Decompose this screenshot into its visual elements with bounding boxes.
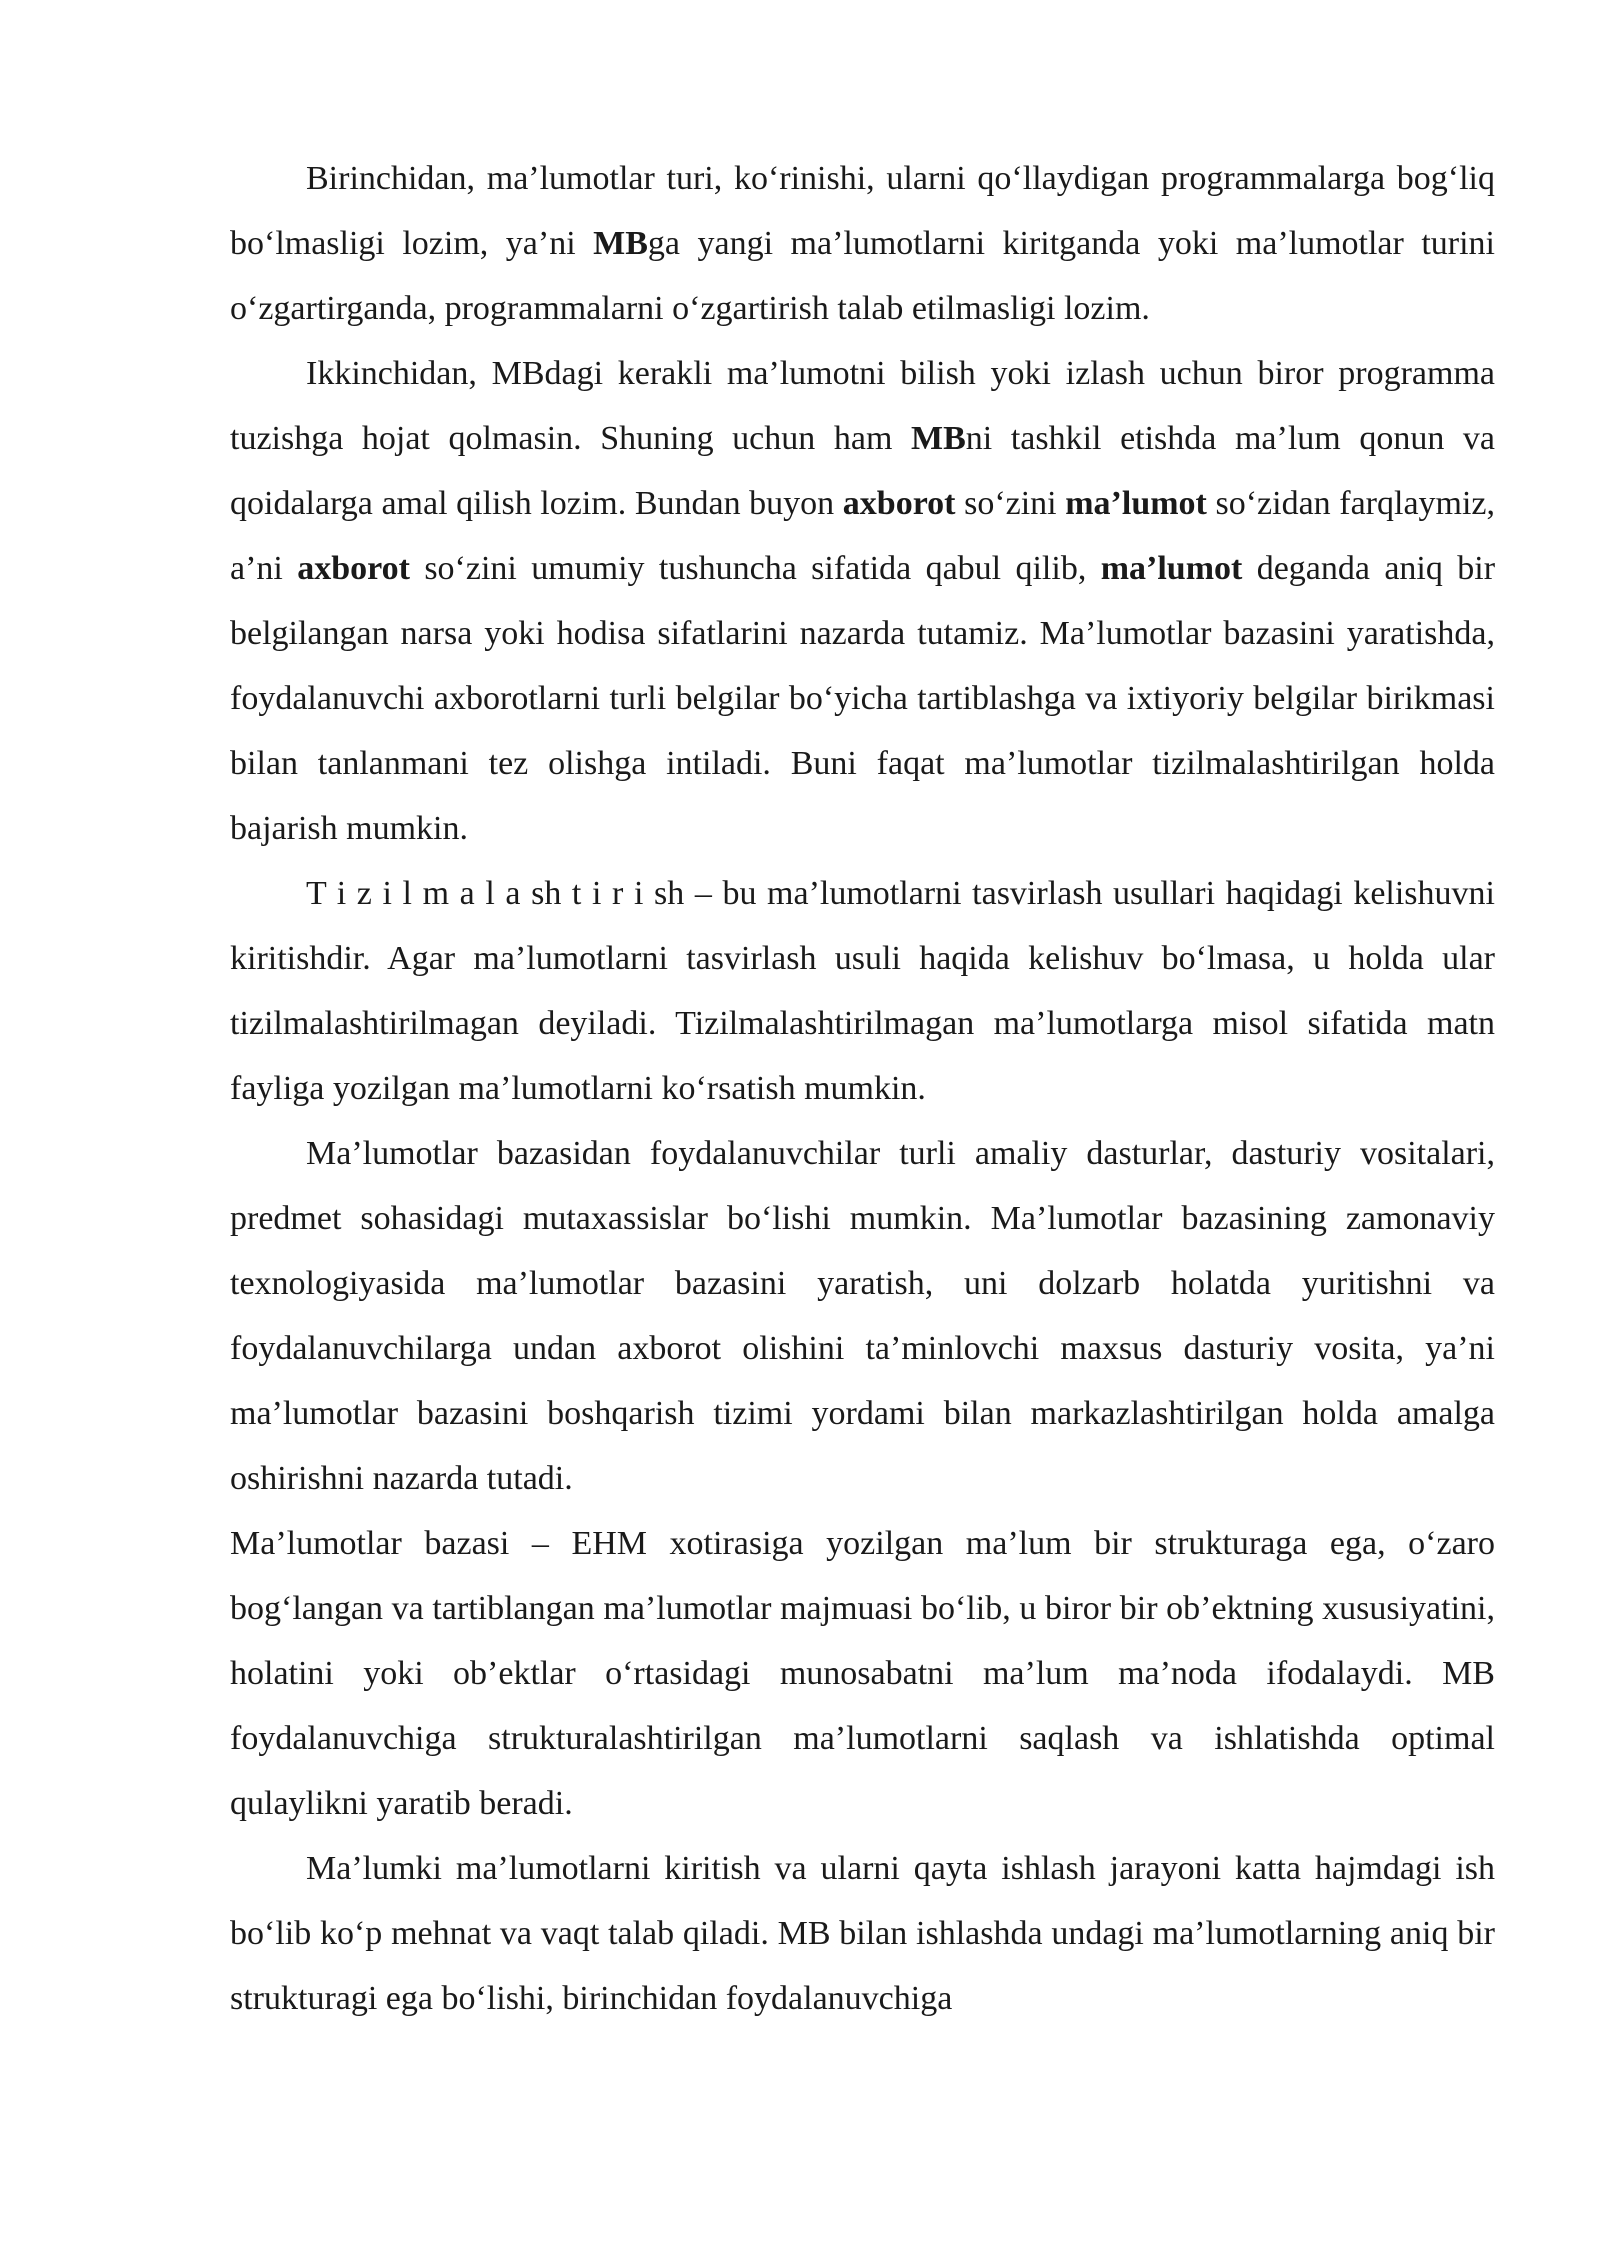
term-tizilmalashtirish-spaced: T i z i l m a l a sh t i r i sh bbox=[306, 875, 685, 912]
paragraph-3 bbox=[230, 861, 1495, 1121]
term-malumot: ma’lumot bbox=[1065, 485, 1207, 522]
paragraph-2-text-e: so‘zini umumiy tushuncha sifatida qabul qilib, bbox=[409, 550, 1101, 587]
paragraph-5 bbox=[230, 1836, 1495, 2031]
paragraph-2 bbox=[230, 341, 1495, 861]
paragraph-4-text-b: Ma’lumotlar bazasi – EHM xotirasiga yozilgan ma’lum bir strukturaga ega, o‘zaro bog‘langan va tartiblangan ma’lumotlar majmuasi bo‘lib, u biror bir ob’ektning xususiyatini, holatini yoki ob’ektlar o‘rtasidagi munosabatni ma’lum ma’noda ifodalaydi. MB foydalanuvchiga strukturalashtirilgan ma’lumotlarni saqlash va ishlatishda optimal qulaylikni yaratib beradi. bbox=[230, 1525, 1495, 1822]
paragraph-2-text-c: so‘zini bbox=[955, 485, 1066, 522]
term-axborot: axborot bbox=[842, 485, 956, 522]
paragraph-2-text-b: ni tashkil etishda ma’lum qonun va qoidalarga amal qilish lozim. Bundan buyon bbox=[230, 420, 1495, 522]
term-axborot: axborot bbox=[297, 550, 410, 587]
paragraph-2-text-d: so‘zidan farqlaymiz, a’ni bbox=[230, 485, 1496, 587]
paragraph-5-text: Ma’lumki ma’lumotlarni kiritish va ularni qayta ishlash jarayoni katta hajmdagi ish bo‘lib ko‘p mehnat va vaqt talab qiladi. MB bilan ishlashda undagi ma’lumotlarning aniq bir strukturagi ega bo‘lishi, birinchidan foydalanuvchiga bbox=[230, 1850, 1495, 2017]
paragraph-1-text-b: ga yangi ma’lumotlarni kiritganda yoki ma’lumotlar turini o‘zgartirganda, programmalarni o‘zgartirish talab etilmasligi lozim. bbox=[230, 225, 1495, 327]
paragraph-1-text-a: Birinchidan, ma’lumotlar turi, ko‘rinishi, ularni qo‘llaydigan programmalarga bog‘liq bo‘lmasligi lozim, ya’ni bbox=[230, 160, 1495, 262]
paragraph-3-text: – bu ma’lumotlarni tasvirlash usullari haqidagi kelishuvni kiritishdir. Agar ma’lumotlarni tasvirlash usuli haqida kelishuv bo‘lmasa, u holda ular tizilmalashtirilmagan deyiladi. Tizilmalashtirilmagan ma’lumotlarga misol sifatida matn fayliga yozilgan ma’lumotlarni ko‘rsatish mumkin. bbox=[230, 875, 1495, 1107]
paragraph-1 bbox=[230, 146, 1495, 341]
paragraph-2-text-f: deganda aniq bir belgilangan narsa yoki hodisa sifatlarini nazarda tutamiz. Ma’lumotlar bazasini yaratishda, foydalanuvchi axborotlarni turli belgilar bo‘yicha tartiblashga va ixtiyoriy belgilar birikmasi bilan tanlanmani tez olishga intiladi. Buni faqat ma’lumotlar tizilmalashtirilgan holda bajarish mumkin. bbox=[230, 550, 1496, 847]
term-mb: MB bbox=[911, 420, 966, 457]
term-mb: MB bbox=[593, 225, 648, 262]
term-malumot: ma’lumot bbox=[1100, 550, 1243, 587]
paragraph-4 bbox=[230, 1121, 1495, 1836]
paragraph-2-text-a: Ikkinchidan, MBdagi kerakli ma’lumotni bilish yoki izlash uchun biror programma tuzishga hojat qolmasin. Shuning uchun ham bbox=[230, 355, 1495, 457]
paragraph-4-text-a: Ma’lumotlar bazasidan foydalanuvchilar turli amaliy dasturlar, dasturiy vositalari, predmet sohasidagi mutaxassislar bo‘lishi mumkin. Ma’lumotlar bazasining zamonaviy texnologiyasida ma’lumotlar bazasini yaratish, uni dolzarb holatda yuritishni va foydalanuvchilarga undan axborot olishini ta’minlovchi maxsus dasturiy vosita, ya’ni ma’lumotlar bazasini boshqarish tizimi yordami bilan markazlashtirilgan holda amalga oshirishni nazarda tutadi. bbox=[230, 1135, 1495, 1497]
document-page bbox=[230, 146, 1495, 2031]
